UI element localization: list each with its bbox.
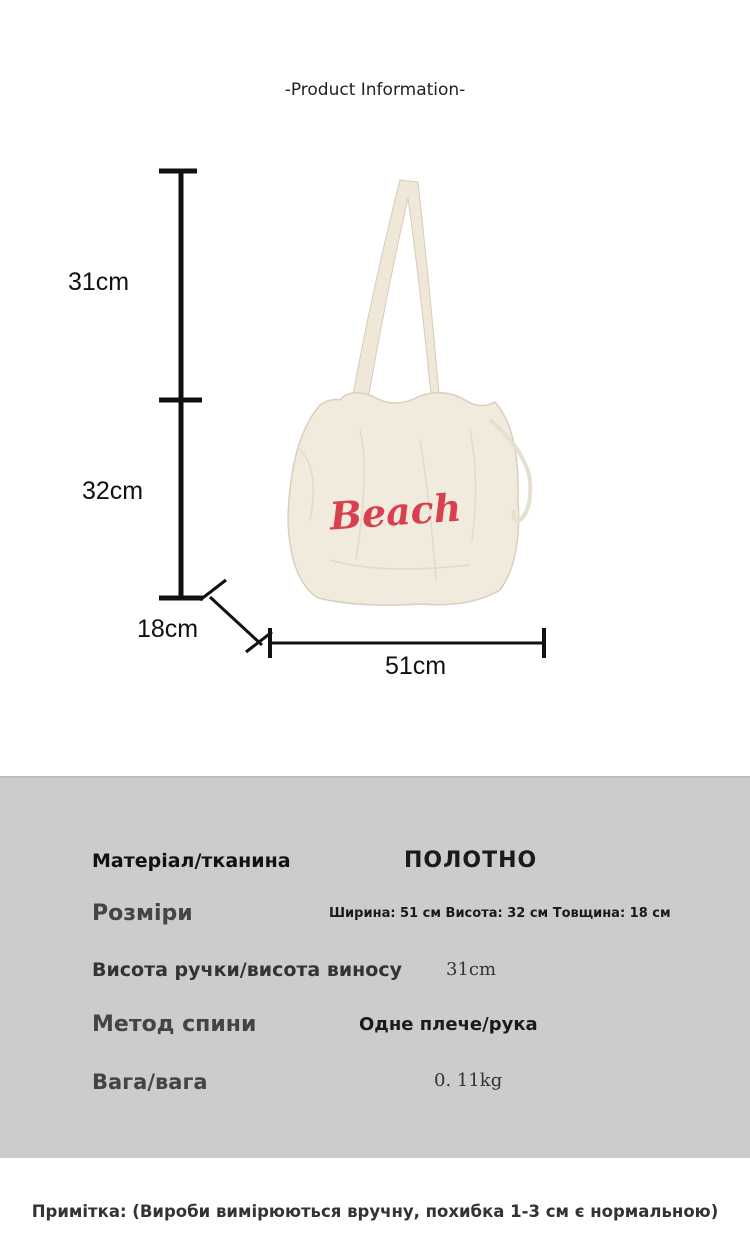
height-body-label: 32cm xyxy=(82,477,144,505)
vertical-ruler xyxy=(159,170,203,600)
measurement-note: Примітка: (Вироби вимірюються вручну, похибка 1-3 см є нормальною) xyxy=(31,1202,719,1221)
spec-table xyxy=(0,776,750,1158)
height-strap-label: 31cm xyxy=(68,268,130,296)
spec-value-material: ПОЛОТНО xyxy=(404,848,538,873)
width-label: 51cm xyxy=(385,652,447,680)
spec-label-material: Матеріал/тканина xyxy=(92,850,291,872)
tote-bag-image xyxy=(288,180,530,605)
spec-label-handle-height: Висота ручки/висота виносу xyxy=(92,959,403,981)
spec-value-carry-method: Одне плече/рука xyxy=(359,1014,538,1035)
bag-print-text: Beach xyxy=(328,484,463,539)
page-title: -Product Information- xyxy=(284,80,466,100)
bag-dimension-diagram xyxy=(0,150,750,710)
depth-ruler xyxy=(200,580,272,652)
spec-label-carry-method: Метод спини xyxy=(92,1012,257,1037)
spec-value-weight: 0. 11kg xyxy=(434,1070,503,1091)
spec-label-dimensions: Розміри xyxy=(92,901,193,926)
spec-value-dimensions: Ширина: 51 см Висота: 32 см Товщина: 18 см xyxy=(329,906,671,921)
depth-label: 18cm xyxy=(137,615,199,643)
spec-label-weight: Вага/вага xyxy=(92,1070,208,1094)
spec-value-handle-height: 31cm xyxy=(446,959,497,980)
